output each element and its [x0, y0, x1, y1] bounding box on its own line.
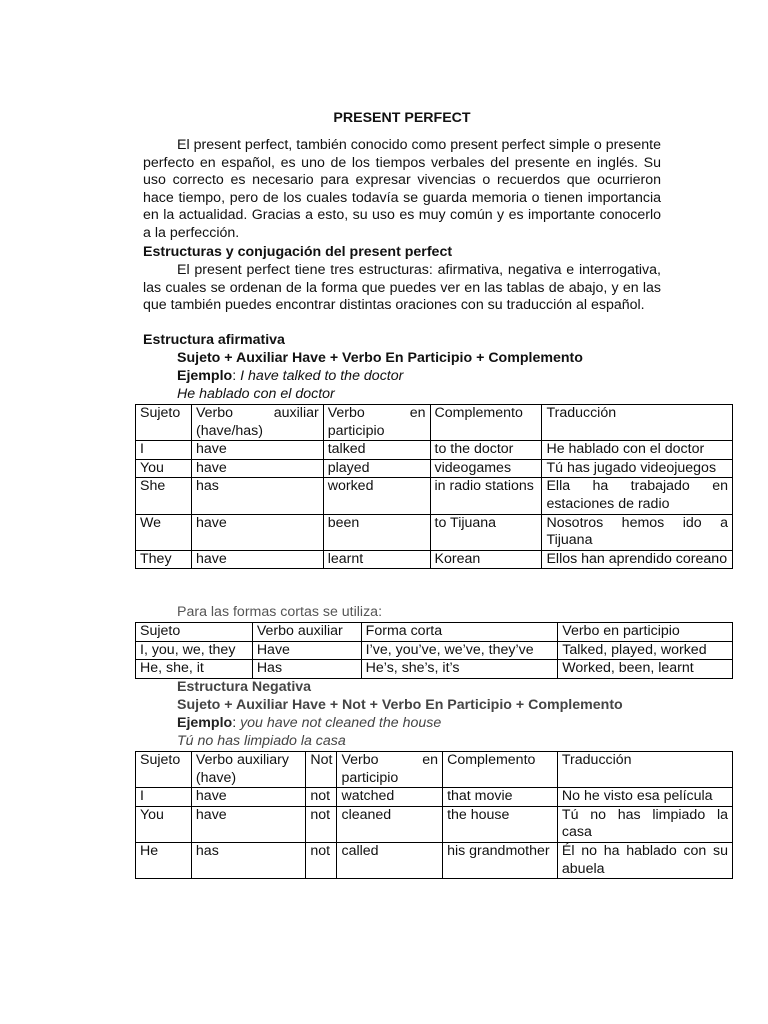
- table-cell: Worked, been, learnt: [558, 660, 733, 679]
- table-cell: called: [337, 842, 443, 878]
- affirmative-example: [177, 368, 403, 386]
- table-cell: have: [191, 514, 323, 550]
- header-cell: Sujeto: [136, 405, 192, 441]
- table-cell: talked: [323, 441, 430, 460]
- table-cell: that movie: [443, 788, 558, 807]
- header-cell: Sujeto: [136, 752, 192, 788]
- header-cell: Complemento: [430, 405, 542, 441]
- table-header-row: [136, 405, 733, 441]
- short-forms-table: [135, 622, 733, 679]
- table-cell: She: [136, 478, 192, 514]
- structures-paragraph: El present perfect tiene tres estructuras: afirmativa, negativa e interrogativa, las cuales se ordenan de la forma que puedes ver en las tablas de abajo, y en las que también puedes encontrar distintas oraciones con su traducción al español.: [143, 262, 661, 314]
- table-cell: videogames: [430, 459, 542, 478]
- table-cell: They: [136, 550, 192, 569]
- table-row: [136, 806, 733, 842]
- table-cell: Has: [252, 660, 361, 679]
- table-cell: cleaned: [337, 806, 443, 842]
- table-cell: Él no ha hablado con su abuela: [557, 842, 732, 878]
- table-row: [136, 842, 733, 878]
- table-cell: not: [306, 842, 337, 878]
- example-sentence: you have not cleaned the house: [240, 715, 442, 731]
- intro-paragraph: El present perfect, también conocido como present perfect simple o presente perfecto en español, es uno de los tiempos verbales del presente en inglés. Su uso correcto es necesario para expresar vivencias o recuerdos que ocurrieron hace tiempo, pero de los cuales todavía se guarda memoria o tienen importancia en la actualidad. Gracias a esto, su uso es muy común y es importante conocerlo a la perfección.: [143, 137, 661, 241]
- table-cell: Talked, played, worked: [558, 641, 733, 660]
- table-row: [136, 441, 733, 460]
- example-label: Ejemplo: [177, 368, 233, 384]
- affirmative-formula: Sujeto + Auxiliar Have + Verbo En Participio + Complemento: [177, 350, 583, 366]
- table-cell: not: [306, 806, 337, 842]
- table-cell: You: [136, 806, 192, 842]
- table-row: [136, 459, 733, 478]
- header-cell: Sujeto: [136, 623, 253, 642]
- header-cell: Not: [306, 752, 337, 788]
- example-colon: :: [232, 715, 241, 731]
- table-cell: have: [191, 459, 323, 478]
- table-cell: Tú has jugado videojuegos: [542, 459, 733, 478]
- affirmative-heading: Estructura afirmativa: [143, 332, 285, 348]
- header-cell: Verbo en participio: [323, 405, 430, 441]
- table-cell: He’s, she’s, it’s: [361, 660, 558, 679]
- table-cell: his grandmother: [443, 842, 558, 878]
- table-cell: I: [136, 441, 192, 460]
- table-cell: worked: [323, 478, 430, 514]
- table-cell: Tú no has limpiado la casa: [557, 806, 732, 842]
- table-cell: I: [136, 788, 192, 807]
- header-cell: Verbo auxiliar (have/has): [191, 405, 323, 441]
- table-cell: Ellos han aprendido coreano: [542, 550, 733, 569]
- table-cell: Nosotros hemos ido a Tijuana: [542, 514, 733, 550]
- negative-translation: Tú no has limpiado la casa: [177, 733, 346, 749]
- table-cell: has: [191, 478, 323, 514]
- header-cell: Complemento: [443, 752, 558, 788]
- table-row: [136, 788, 733, 807]
- table-cell: played: [323, 459, 430, 478]
- short-forms-note: Para las formas cortas se utiliza:: [177, 604, 383, 620]
- table-cell: I’ve, you’ve, we’ve, they’ve: [361, 641, 558, 660]
- table-cell: in radio stations: [430, 478, 542, 514]
- table-cell: the house: [443, 806, 558, 842]
- affirmative-table: [135, 404, 733, 569]
- header-cell: Verbo auxiliary (have): [191, 752, 305, 788]
- table-cell: to Tijuana: [430, 514, 542, 550]
- negative-heading: Estructura Negativa: [177, 679, 312, 695]
- header-cell: Verbo en participio: [337, 752, 443, 788]
- table-cell: Have: [252, 641, 361, 660]
- table-cell: not: [306, 788, 337, 807]
- header-cell: Verbo en participio: [558, 623, 733, 642]
- table-cell: He hablado con el doctor: [542, 441, 733, 460]
- table-cell: He, she, it: [136, 660, 253, 679]
- table-cell: have: [191, 441, 323, 460]
- table-cell: learnt: [323, 550, 430, 569]
- affirmative-translation: He hablado con el doctor: [177, 386, 335, 402]
- negative-table: [135, 751, 733, 879]
- table-row: [136, 514, 733, 550]
- header-cell: Traducción: [542, 405, 733, 441]
- example-label: Ejemplo: [177, 715, 233, 731]
- table-header-row: [136, 623, 733, 642]
- negative-formula: Sujeto + Auxiliar Have + Not + Verbo En Participio + Complemento: [177, 697, 623, 713]
- table-cell: been: [323, 514, 430, 550]
- table-cell: No he visto esa película: [557, 788, 732, 807]
- table-cell: watched: [337, 788, 443, 807]
- page-title: PRESENT PERFECT: [333, 110, 471, 126]
- table-row: [136, 660, 733, 679]
- table-cell: to the doctor: [430, 441, 542, 460]
- table-row: [136, 641, 733, 660]
- negative-example: [177, 715, 441, 733]
- table-cell: You: [136, 459, 192, 478]
- example-colon: :: [232, 368, 241, 384]
- table-cell: He: [136, 842, 192, 878]
- table-cell: have: [191, 788, 305, 807]
- example-sentence: I have talked to the doctor: [240, 368, 404, 384]
- table-cell: Korean: [430, 550, 542, 569]
- table-cell: has: [191, 842, 305, 878]
- table-cell: have: [191, 806, 305, 842]
- table-row: [136, 550, 733, 569]
- table-row: [136, 478, 733, 514]
- header-cell: Verbo auxiliar: [252, 623, 361, 642]
- table-cell: We: [136, 514, 192, 550]
- table-cell: have: [191, 550, 323, 569]
- header-cell: Forma corta: [361, 623, 558, 642]
- table-cell: I, you, we, they: [136, 641, 253, 660]
- section-heading-structures: Estructuras y conjugación del present perfect: [143, 244, 453, 260]
- table-header-row: [136, 752, 733, 788]
- table-cell: Ella ha trabajado en estaciones de radio: [542, 478, 733, 514]
- header-cell: Traducción: [557, 752, 732, 788]
